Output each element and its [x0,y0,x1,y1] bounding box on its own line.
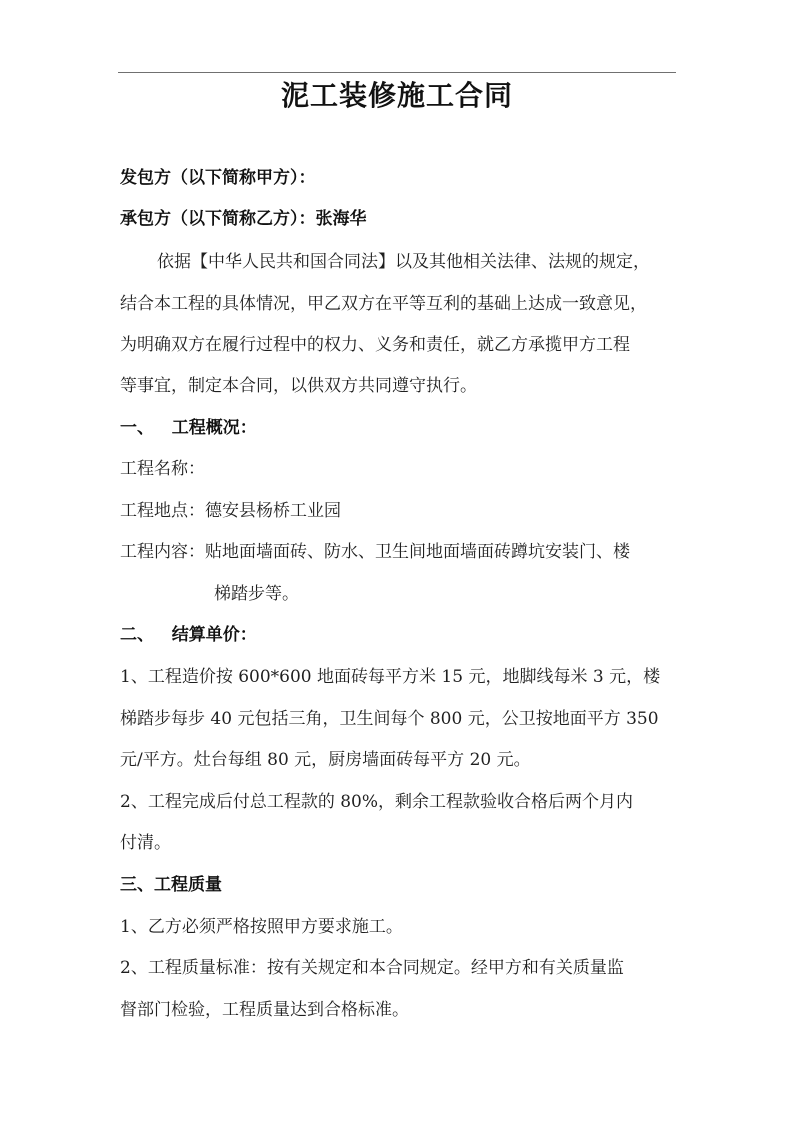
project-location-field: 工程地点：德安县杨桥工业园 [120,501,341,521]
preamble-line-3: 为明确双方在履行过程中的权力、义务和责任，就乙方承揽甲方工程 [120,335,630,355]
section-1-heading: 一、 工程概况： [120,418,257,438]
document-title: 泥工装修施工合同 [280,79,513,112]
pricing-item-1-line-3: 元/平方。灶台每组 80 元，厨房墙面砖每平方 20 元。 [120,750,531,770]
project-content-line-1: 工程内容：贴地面墙面砖、防水、卫生间地面墙面砖蹲坑安装门、楼 [120,542,630,562]
quality-item-1: 1、乙方必须严格按照甲方要求施工。 [120,917,403,937]
quality-item-2-line-2: 督部门检验，工程质量达到合格标准。 [120,1000,409,1020]
project-name-field: 工程名称： [120,459,205,479]
party-b-label: 承包方（以下简称乙方）：张海华 [120,209,367,229]
party-a-label: 发包方（以下简称甲方）： [120,168,316,188]
preamble-line-2: 结合本工程的具体情况，甲乙双方在平等互利的基础上达成一致意见， [120,294,647,314]
pricing-item-1-line-2: 梯踏步每步 40 元包括三角，卫生间每个 800 元，公卫按地面平方 350 [120,709,659,729]
section-3-heading: 三、工程质量 [120,875,222,895]
pricing-item-1-line-1: 1、工程造价按 600*600 地面砖每平方米 15 元，地脚线每米 3 元，楼 [120,667,661,687]
pricing-item-2-line-2: 付清。 [120,833,171,853]
section-2-heading: 二、 结算单价： [120,625,257,645]
project-content-line-2: 梯踏步等。 [214,584,299,604]
preamble-line-1: 依据【中华人民共和国合同法】以及其他相关法律、法规的规定， [157,252,650,272]
pricing-item-2-line-1: 2、工程完成后付总工程款的 80%，剩余工程款验收合格后两个月内 [120,792,634,812]
header-rule [118,72,676,73]
quality-item-2-line-1: 2、工程质量标准：按有关规定和本合同规定。经甲方和有关质量监 [120,958,624,978]
preamble-line-4: 等事宜，制定本合同，以供双方共同遵守执行。 [120,376,477,396]
